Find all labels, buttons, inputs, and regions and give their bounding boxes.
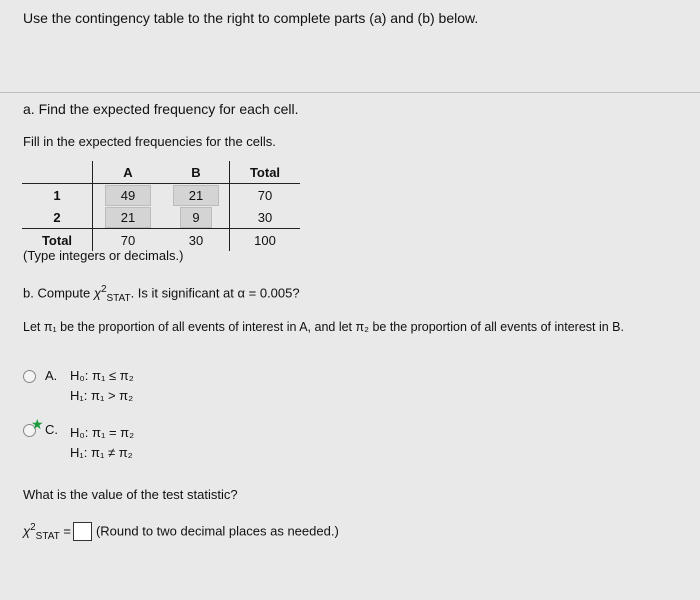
table-row [22, 206, 300, 229]
chi-symbol: χ [23, 523, 31, 539]
part-b-heading-post: . Is it significant at α = 0.005? [130, 285, 300, 301]
part-a-prompt: Fill in the expected frequencies for the cells. [23, 134, 276, 149]
part-a-heading: a. Find the expected frequency for each cell. [23, 101, 299, 117]
row-total: 30 [230, 206, 301, 229]
part-b-heading [23, 284, 300, 304]
expected-cell-1a[interactable]: 49 [105, 185, 151, 206]
option-c-h0: H₀: π₁ = π₂ [70, 425, 135, 440]
table-header-row [22, 161, 300, 184]
correct-star-icon: ★ [31, 416, 44, 432]
column-total-b: 30 [163, 229, 230, 252]
expected-cell-2b[interactable]: 9 [180, 207, 212, 228]
option-a-h1: H₁: π₁ > π₂ [70, 388, 134, 403]
answer-line [23, 522, 339, 542]
option-c-letter: C. [45, 422, 58, 437]
header-a: A [93, 161, 164, 184]
option-a-radio[interactable] [23, 370, 36, 383]
contingency-table [22, 161, 300, 251]
row-label: 1 [22, 184, 93, 207]
option-c-h1: H₁: π₁ ≠ π₂ [70, 445, 133, 460]
column-total-a: 70 [120, 232, 136, 248]
expected-cell-1b[interactable]: 21 [173, 185, 219, 206]
equals-sign: = [63, 523, 71, 539]
expected-cell-2a[interactable]: 21 [105, 207, 151, 228]
row-label: 2 [22, 206, 93, 229]
instruction-text: Use the contingency table to the right to complete parts (a) and (b) below. [23, 10, 479, 26]
grand-total: 100 [254, 232, 276, 248]
header-total: Total [230, 161, 301, 184]
table-row [22, 184, 300, 207]
chi-sub: STAT [35, 530, 60, 542]
header-blank [22, 161, 93, 184]
chi-sup: 2 [100, 284, 107, 295]
chi-sup: 2 [30, 522, 36, 533]
row-total: 70 [257, 187, 273, 203]
round-note: (Round to two decimal places as needed.) [95, 523, 339, 539]
header-b: B [163, 161, 230, 184]
let-statement: Let π₁ be the proportion of all events of interest in A, and let π₂ be the proportion of all events of interest in B. [23, 320, 624, 334]
chi-symbol: χ [93, 285, 101, 301]
part-b-heading-pre: b. Compute [23, 285, 91, 301]
section-divider [0, 92, 700, 93]
test-statistic-question: What is the value of the test statistic? [23, 487, 238, 502]
test-statistic-input[interactable] [73, 522, 92, 541]
option-a-h0: H₀: π₁ ≤ π₂ [70, 368, 134, 383]
type-note: (Type integers or decimals.) [23, 248, 184, 263]
chi-sub: STAT [106, 292, 131, 304]
row-label: Total [22, 229, 93, 252]
option-a-letter: A. [45, 368, 58, 383]
